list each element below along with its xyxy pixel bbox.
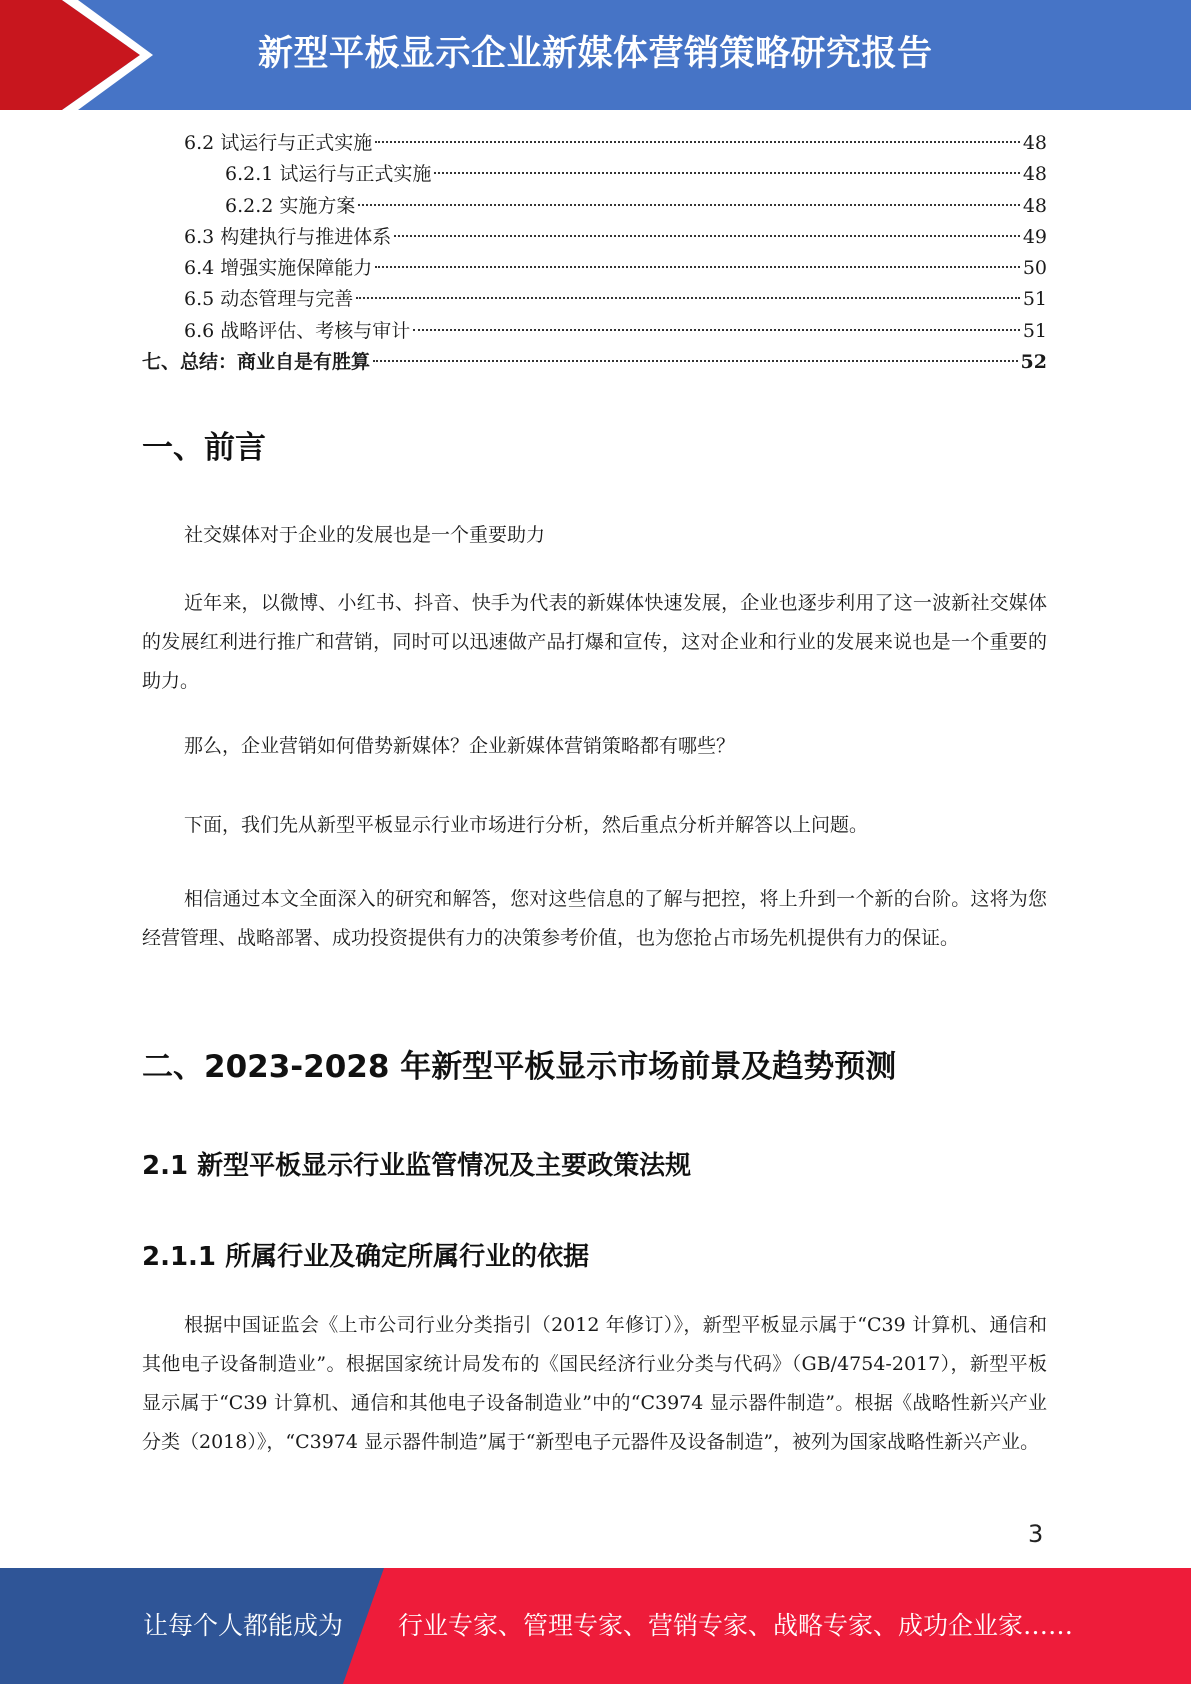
toc-leader-dots xyxy=(434,172,1019,174)
toc-entry-page: 52 xyxy=(1020,351,1047,374)
header-title: 新型平板显示企业新媒体营销策略研究报告 xyxy=(258,34,933,74)
subsubsection-heading: 2.1.1 所属行业及确定所属行业的依据 xyxy=(142,1242,590,1272)
table-of-contents xyxy=(142,128,1047,378)
toc-entry-label: 6.2.1 试运行与正式实施 xyxy=(225,163,432,186)
toc-entry-label: 6.2.2 实施方案 xyxy=(225,194,356,217)
toc-entry-page: 49 xyxy=(1022,225,1047,248)
subsection-heading: 2.1 新型平板显示行业监管情况及主要政策法规 xyxy=(142,1151,692,1181)
toc-entry-page: 51 xyxy=(1022,319,1047,342)
toc-leader-dots xyxy=(375,141,1020,143)
paragraph: 根据中国证监会《上市公司行业分类指引（2012 年修订）》，新型平板显示属于“C39 计算机、通信和其他电子设备制造业”。根据国家统计局发布的《国民经济行业分类与代码》（GB/4754-2017），新型平板显示属于“C39 计算机、通信和其他电子设备制造业”中的“C3974 显示器件制造”。根据《战略性新兴产业分类（2018）》，“C3974 显示器件制造”属于“新型电子元器件及设备制造”，被列为国家战略性新兴产业。 xyxy=(142,1314,1047,1453)
footer-slogan-right: 行业专家、管理专家、营销专家、战略专家、成功企业家…… xyxy=(398,1611,1074,1640)
toc-entry[interactable] xyxy=(142,253,1047,284)
toc-entry-label: 6.2 试运行与正式实施 xyxy=(184,132,373,154)
page-number: 3 xyxy=(1028,1520,1044,1548)
toc-entry[interactable] xyxy=(142,284,1047,315)
toc-leader-dots xyxy=(413,329,1020,331)
toc-leader-dots xyxy=(375,266,1020,268)
section-heading-preface: 一、前言 xyxy=(142,430,266,466)
header-arrow-decoration xyxy=(0,0,160,110)
paragraph: 下面，我们先从新型平板显示行业市场进行分析，然后重点分析并解答以上问题。 xyxy=(184,814,869,836)
toc-entry-page: 51 xyxy=(1022,288,1047,311)
toc-entry[interactable] xyxy=(142,347,1047,378)
paragraph: 社交媒体对于企业的发展也是一个重要助力 xyxy=(184,524,546,546)
toc-entry-label: 6.3 构建执行与推进体系 xyxy=(184,225,392,248)
toc-leader-dots xyxy=(356,297,1020,299)
toc-entry-page: 50 xyxy=(1022,257,1047,280)
footer-slogan-left: 让每个人都能成为 xyxy=(143,1611,344,1640)
toc-entry[interactable] xyxy=(142,222,1047,253)
toc-entry-page: 48 xyxy=(1022,132,1047,154)
paragraph: 近年来，以微博、小红书、抖音、快手为代表的新媒体快速发展，企业也逐步利用了这一波新社交媒体的发展红利进行推广和营销，同时可以迅速做产品打爆和宣传，这对企业和行业的发展来说也是一个重要的助力。 xyxy=(142,592,1047,692)
section-heading-market: 二、2023-2028 年新型平板显示市场前景及趋势预测 xyxy=(142,1049,897,1085)
footer-banner xyxy=(0,1568,1191,1684)
toc-entry[interactable] xyxy=(142,159,1047,190)
paragraph: 那么，企业营销如何借势新媒体？企业新媒体营销策略都有哪些？ xyxy=(184,735,736,757)
toc-leader-dots xyxy=(358,204,1019,206)
toc-entry-label: 6.6 战略评估、考核与审计 xyxy=(184,319,411,342)
toc-entry-page: 48 xyxy=(1022,194,1047,217)
toc-entry[interactable] xyxy=(142,191,1047,222)
toc-leader-dots xyxy=(394,235,1020,237)
header-banner xyxy=(0,0,1191,110)
toc-entry-page: 48 xyxy=(1022,163,1047,186)
toc-entry-label: 七、总结：商业自是有胜算 xyxy=(142,351,371,374)
toc-entry[interactable] xyxy=(142,128,1047,159)
toc-entry-label: 6.4 增强实施保障能力 xyxy=(184,257,373,280)
toc-entry[interactable] xyxy=(142,316,1047,347)
paragraph: 相信通过本文全面深入的研究和解答，您对这些信息的了解与把控，将上升到一个新的台阶。这将为您经营管理、战略部署、成功投资提供有力的决策参考价值，也为您抢占市场先机提供有力的保证。 xyxy=(142,888,1047,949)
toc-entry-label: 6.5 动态管理与完善 xyxy=(184,288,354,311)
toc-leader-dots xyxy=(373,360,1018,362)
